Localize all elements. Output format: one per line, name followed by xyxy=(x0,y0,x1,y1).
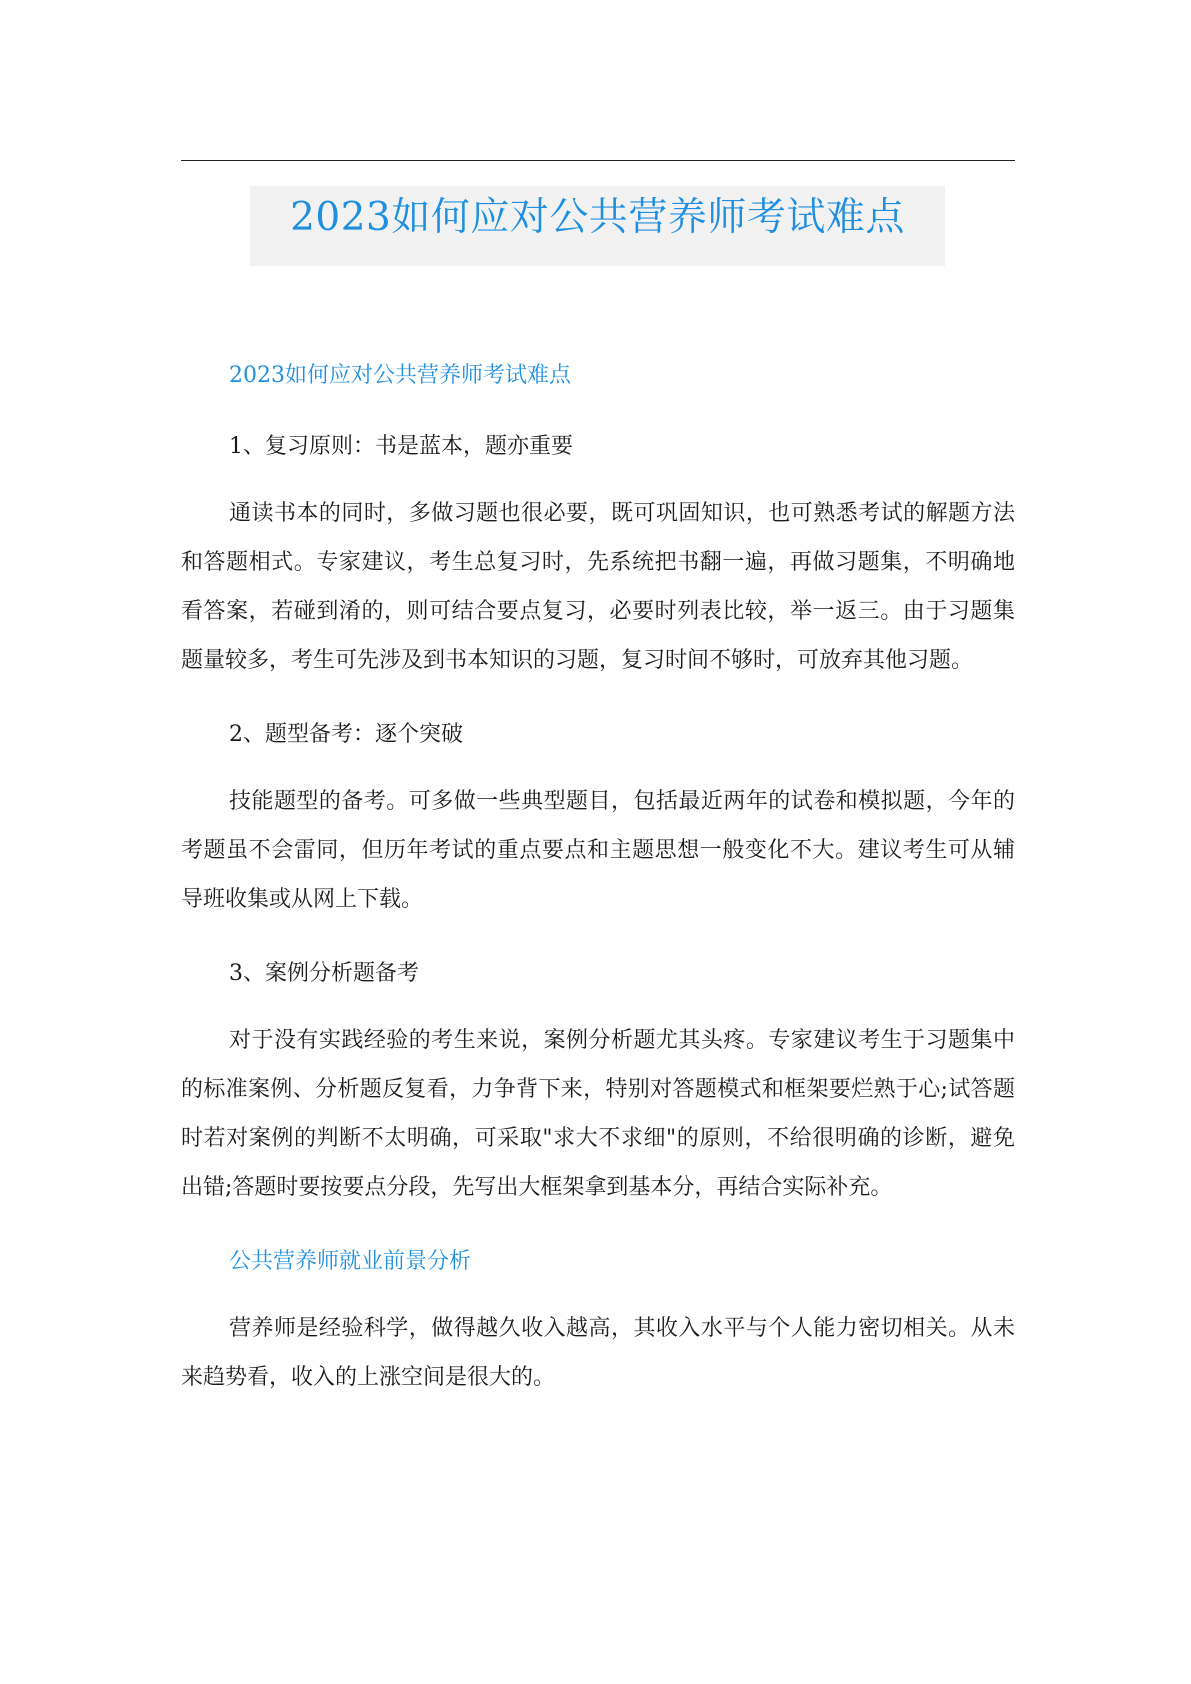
subheading-review-principle: 1、复习原则：书是蓝本，题亦重要 xyxy=(229,434,573,459)
document-body xyxy=(181,360,1015,1402)
document-title: 2023如何应对公共营养师考试难点 xyxy=(290,195,905,240)
subheading-question-types: 2、题型备考：逐个突破 xyxy=(229,722,463,747)
top-rule xyxy=(181,160,1015,161)
paragraph-review-principle: 通读书本的同时，多做习题也很必要，既可巩固知识，也可熟悉考试的解题方法和答题相式。专家建议，考生总复习时，先系统把书翻一遍，再做习题集，不明确地看答案，若碰到淆的，则可结合要点复习，必要时列表比较，举一返三。由于习题集题量较多，考生可先涉及到书本知识的习题，复习时间不够时，可放弃其他习题。 xyxy=(181,501,1015,673)
paragraph-question-types: 技能题型的备考。可多做一些典型题目，包括最近两年的试卷和模拟题，今年的考题虽不会雷同，但历年考试的重点要点和主题思想一般变化不大。建议考生可从辅导班收集或从网上下载。 xyxy=(181,789,1015,912)
paragraph-case-analysis: 对于没有实践经验的考生来说，案例分析题尤其头疼。专家建议考生于习题集中的标准案例、分析题反复看，力争背下来，特别对答题模式和框架要烂熟于心;试答题时若对案例的判断不太明确，可采取"求大不求细"的原则，不给很明确的诊断，避免出错;答题时要按要点分段，先写出大框架拿到基本分，再结合实际补充。 xyxy=(181,1028,1015,1200)
paragraph-career: 营养师是经验科学，做得越久收入越高，其收入水平与个人能力密切相关。从未来趋势看，收入的上涨空间是很大的。 xyxy=(181,1316,1015,1390)
subheading-case-analysis: 3、案例分析题备考 xyxy=(229,961,419,986)
section-heading-intro: 2023如何应对公共营养师考试难点 xyxy=(229,363,571,388)
title-block xyxy=(250,186,945,266)
section-heading-career: 公共营养师就业前景分析 xyxy=(229,1249,472,1274)
